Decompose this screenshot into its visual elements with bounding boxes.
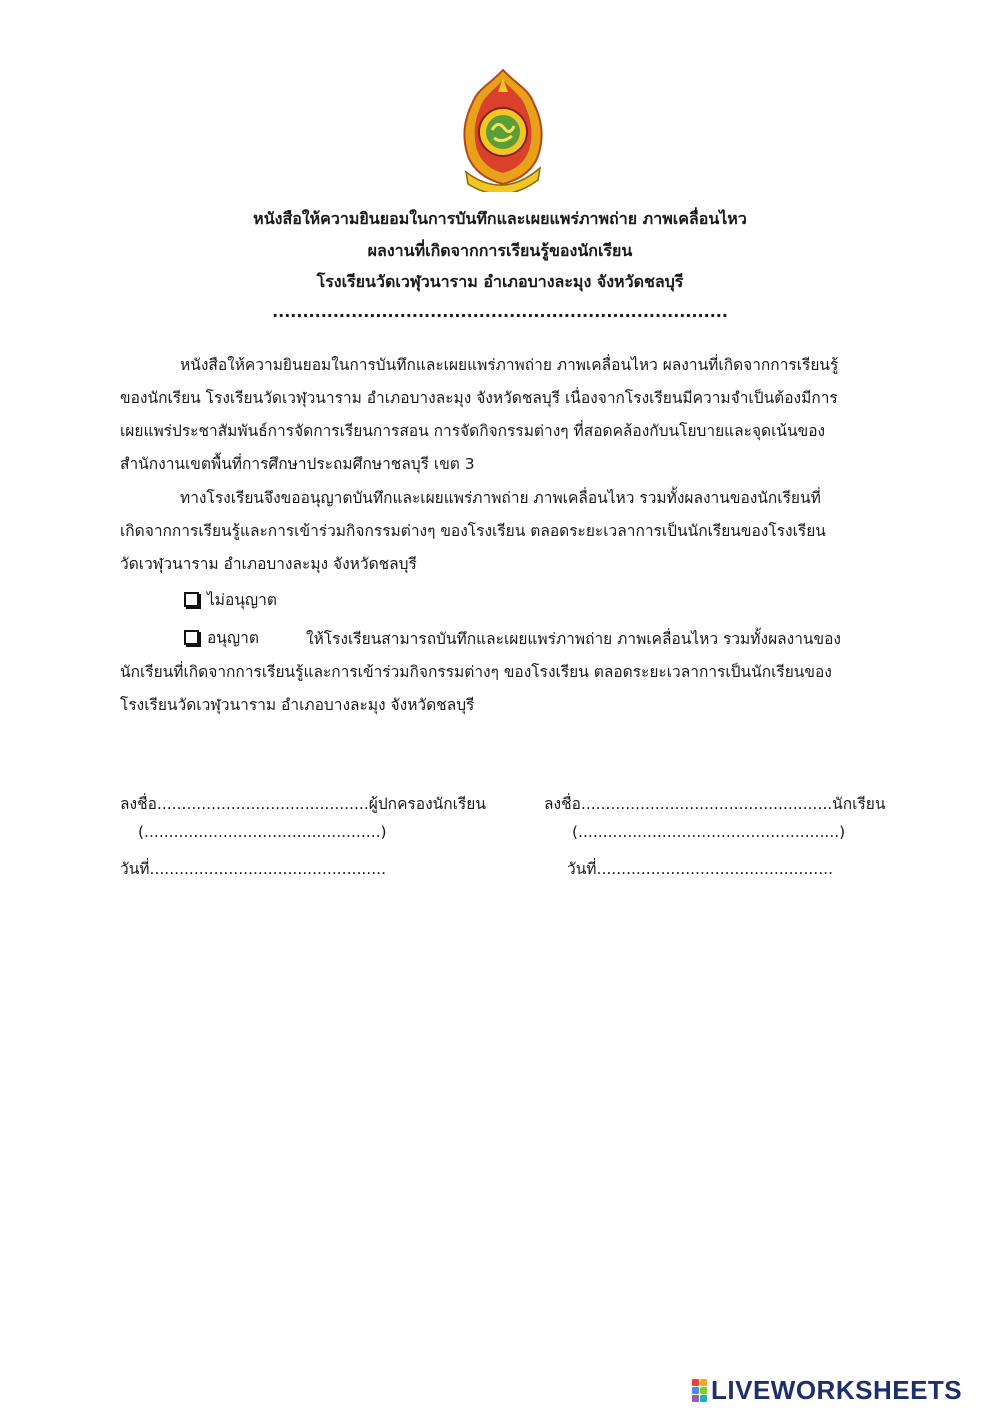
paragraph-1-line-4: สำนักงานเขตพื้นที่การศึกษาประถมศึกษาชลบุรี เขต 3	[120, 455, 475, 473]
allow-checkbox[interactable]	[184, 630, 199, 645]
school-emblem-icon	[458, 68, 548, 192]
liveworksheets-brand[interactable]	[692, 1375, 962, 1405]
title-line-1: หนังสือให้ความยินยอมในการบันทึกและเผยแพร่ภาพถ่าย ภาพเคลื่อนไหว	[253, 209, 747, 228]
deny-option[interactable]	[184, 587, 277, 612]
deny-checkbox[interactable]	[184, 592, 199, 607]
student-name-line: (.....................................................)	[572, 823, 846, 841]
paragraph-1-line-3: เผยแพร่ประชาสัมพันธ์การจัดการเรียนการสอน การจัดกิจกรรมต่างๆ ที่สอดคล้องกับนโยบายและจุดเน้นของ	[120, 422, 826, 440]
deny-label: ไม่อนุญาต	[207, 591, 277, 609]
parent-name-line: (................................................)	[138, 823, 387, 841]
paragraph-1-line-1: หนังสือให้ความยินยอมในการบันทึกและเผยแพร่ภาพถ่าย ภาพเคลื่อนไหว ผลงานที่เกิดจากการเรียนรู้	[180, 356, 839, 374]
parent-signature-line: ลงชื่อ...........................................ผู้ปกครองนักเรียน	[120, 795, 486, 813]
allow-label: อนุญาต	[207, 629, 259, 647]
parent-date-line: วันที่................................................	[120, 860, 387, 878]
allow-text-line-2: นักเรียนที่เกิดจากการเรียนรู้และการเข้าร่วมกิจกรรมต่างๆ ของโรงเรียน ตลอดระยะเวลาการเป็นนักเรียนของ	[120, 663, 832, 681]
student-date-line: วันที่................................................	[567, 860, 834, 878]
liveworksheets-text: LIVEWORKSHEETS	[711, 1374, 963, 1405]
title-separator: ...........................................................................	[272, 302, 728, 321]
paragraph-2-line-3: วัดเวฬุวนาราม อำเภอบางละมุง จังหวัดชลบุรี	[120, 555, 417, 573]
student-signature-line: ลงชื่อ...................................................นักเรียน	[544, 795, 886, 813]
paragraph-2-line-1: ทางโรงเรียนจึงขออนุญาตบันทึกและเผยแพร่ภาพถ่าย ภาพเคลื่อนไหว รวมทั้งผลงานของนักเรียนที่	[180, 489, 821, 507]
liveworksheets-logo-icon	[692, 1379, 707, 1402]
paragraph-2-line-2: เกิดจากการเรียนรู้และการเข้าร่วมกิจกรรมต่างๆ ของโรงเรียน ตลอดระยะเวลาการเป็นนักเรียนของโรงเรียน	[120, 522, 826, 540]
allow-text-line-3: โรงเรียนวัดเวฬุวนาราม อำเภอบางละมุง จังหวัดชลบุรี	[120, 696, 475, 714]
allow-text-line-1: ให้โรงเรียนสามารถบันทึกและเผยแพร่ภาพถ่าย ภาพเคลื่อนไหว รวมทั้งผลงานของ	[306, 630, 841, 648]
title-line-2: ผลงานที่เกิดจากการเรียนรู้ของนักเรียน	[367, 241, 633, 260]
title-line-3: โรงเรียนวัดเวฬุวนาราม อำเภอบางละมุง จังหวัดชลบุรี	[316, 272, 684, 291]
paragraph-1-line-2: ของนักเรียน โรงเรียนวัดเวฬุวนาราม อำเภอบางละมุง จังหวัดชลบุรี เนื่องจากโรงเรียนมีความจำเป็นต้องมีการ	[120, 389, 838, 407]
allow-option[interactable]	[184, 625, 259, 650]
